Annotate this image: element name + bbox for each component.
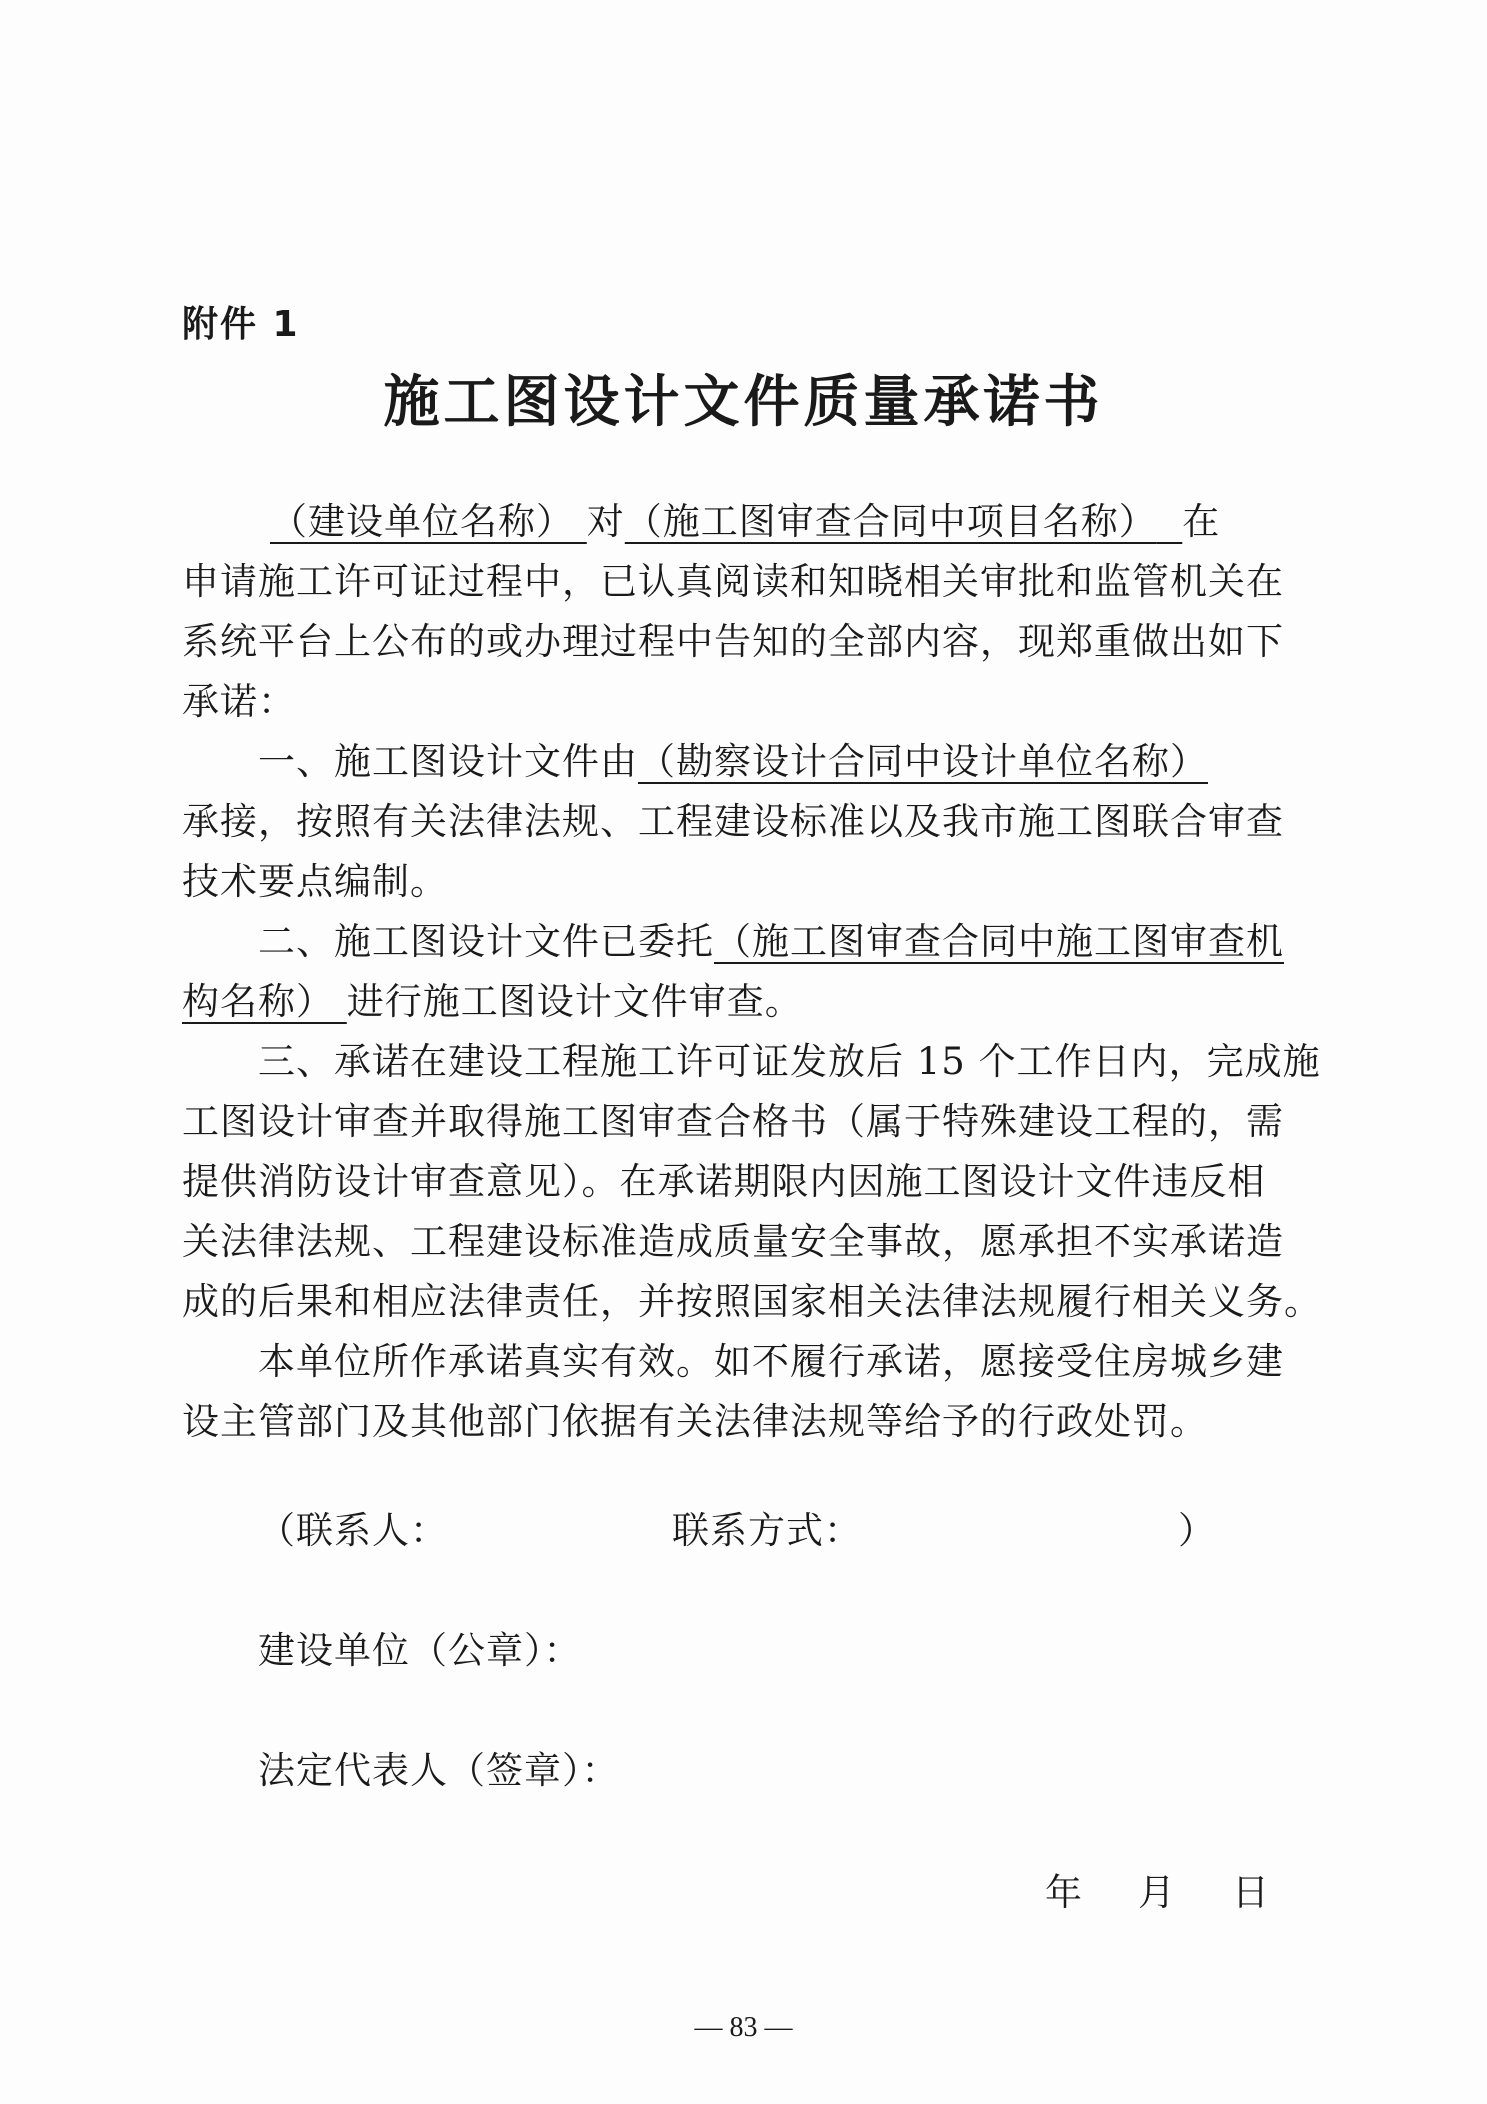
date-year: 年: [1045, 1871, 1083, 1914]
blank-review-agency-a: （施工图审查合同中施工图审查机: [714, 920, 1284, 963]
unit-seal-label: 建设单位（公章）：: [258, 1629, 582, 1672]
item1-line-3: 技术要点编制。: [182, 860, 448, 903]
intro-line-4: 承诺：: [182, 680, 296, 723]
intro-line-2: 申请施工许可证过程中，已认真阅读和知晓相关审批和监管机关在: [182, 560, 1284, 603]
item3-line-5: 成的后果和相应法律责任，并按照国家相关法律法规履行相关义务。: [182, 1280, 1322, 1323]
item1-prefix: 一、施工图设计文件由: [258, 740, 638, 783]
item3-line-2: 工图设计审查并取得施工图审查合格书（属于特殊建设工程的，需: [182, 1100, 1284, 1143]
closing-line-2: 设主管部门及其他部门依据有关法律法规等给予的行政处罚。: [182, 1400, 1208, 1443]
blank-design-unit: （勘察设计合同中设计单位名称）: [638, 740, 1208, 783]
page-number: — 83 —: [694, 2012, 793, 2043]
contact-person-label: （联系人：: [258, 1509, 448, 1552]
attachment-label: 附件 1: [182, 304, 300, 345]
item1-line-2: 承接，按照有关法律法规、工程建设标准以及我市施工图联合审查: [182, 800, 1284, 843]
blank-review-agency-b: 构名称）: [182, 980, 334, 1023]
item3-line-3: 提供消防设计审查意见）。在承诺期限内因施工图设计文件违反相: [182, 1160, 1266, 1203]
legal-rep-label: 法定代表人（签章）：: [258, 1749, 620, 1792]
blank-construction-unit: （建设单位名称）: [270, 500, 574, 543]
item2-prefix: 二、施工图设计文件已委托: [258, 920, 714, 963]
contact-close-paren: ）: [1178, 1509, 1216, 1552]
item2-suffix: 进行施工图设计文件审查。: [346, 980, 803, 1023]
intro-line-3: 系统平台上公布的或办理过程中告知的全部内容，现郑重做出如下: [182, 620, 1284, 663]
item3-line-1: 三、承诺在建设工程施工许可证发放后 15 个工作日内，完成施: [258, 1040, 1321, 1083]
text-dui: 对: [586, 500, 625, 543]
date-day: 日: [1232, 1871, 1270, 1914]
item3-line-4: 关法律法规、工程建设标准造成质量安全事故，愿承担不实承诺造: [182, 1220, 1284, 1263]
text-zai: 在: [1182, 500, 1221, 543]
item1-line-1: [258, 740, 1208, 784]
contact-method-label: 联系方式：: [672, 1509, 862, 1552]
document-title: 施工图设计文件质量承诺书: [383, 369, 1104, 435]
blank-project-name: （施工图审查合同中项目名称）: [624, 500, 1157, 543]
intro-line-1: [270, 500, 1220, 544]
date-month: 月: [1138, 1871, 1176, 1914]
item2-line-2: [182, 980, 803, 1024]
item2-line-1: [258, 920, 1284, 964]
closing-line-1: 本单位所作承诺真实有效。如不履行承诺，愿接受住房城乡建: [258, 1340, 1284, 1383]
